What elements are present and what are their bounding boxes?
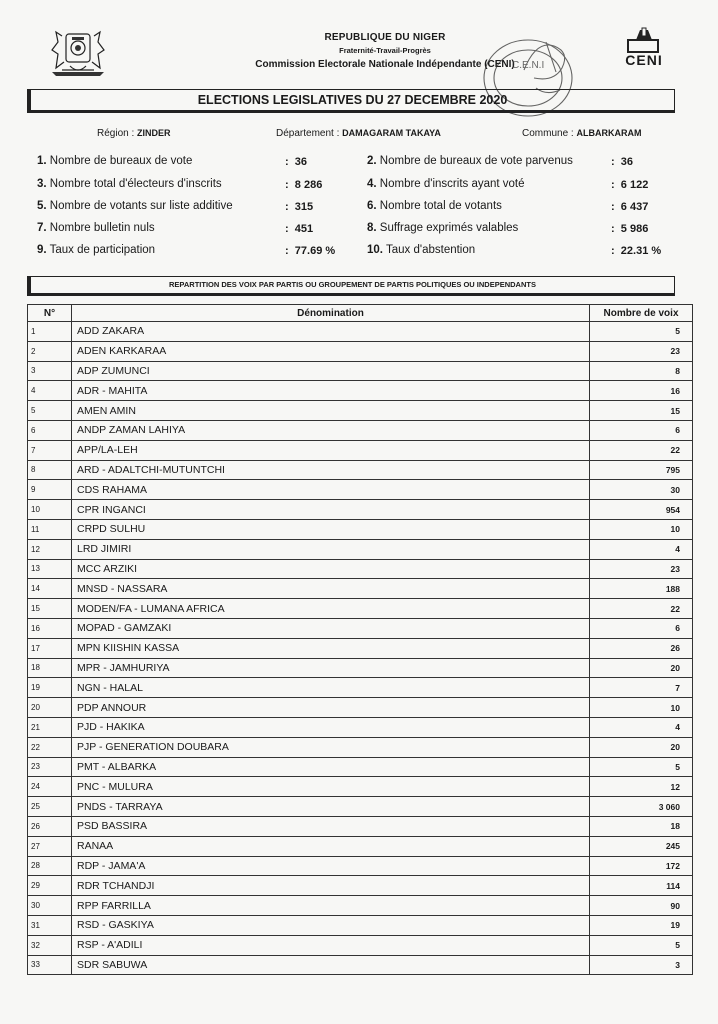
party-name: MODEN/FA - LUMANA AFRICA — [72, 599, 590, 619]
vote-count: 7 — [590, 678, 693, 698]
stat-number: 3. — [37, 178, 47, 190]
party-name: MOPAD - GAMZAKI — [72, 618, 590, 638]
stat-1-value: : 36 — [285, 156, 308, 168]
party-name: ADD ZAKARA — [72, 322, 590, 342]
row-number: 7 — [28, 440, 72, 460]
vote-count: 6 — [590, 420, 693, 440]
vote-count: 90 — [590, 896, 693, 916]
stat-label: Nombre de bureaux de vote — [49, 155, 193, 167]
vote-count: 10 — [590, 698, 693, 718]
stat-10 — [367, 244, 475, 256]
votes-table — [27, 304, 693, 975]
stat-value: 77.69 % — [294, 245, 336, 257]
stat-value: 8 286 — [294, 179, 323, 191]
vote-count: 172 — [590, 856, 693, 876]
vote-count: 23 — [590, 559, 693, 579]
stat-4-value: : 6 122 — [611, 179, 649, 191]
party-name: PMT - ALBARKA — [72, 757, 590, 777]
vote-count: 245 — [590, 836, 693, 856]
party-name: MPN KIISHIN KASSA — [72, 638, 590, 658]
vote-count: 5 — [590, 757, 693, 777]
party-name: CPR INGANCI — [72, 500, 590, 520]
row-number: 20 — [28, 698, 72, 718]
ceni-logo — [614, 26, 674, 74]
region-label: Région : — [97, 128, 135, 139]
vote-count: 12 — [590, 777, 693, 797]
stat-label: Nombre de votants sur liste additive — [49, 200, 233, 212]
table-row — [28, 599, 693, 619]
stat-value: 315 — [294, 201, 314, 213]
vote-count: 4 — [590, 717, 693, 737]
table-row — [28, 381, 693, 401]
table-row — [28, 896, 693, 916]
row-number: 25 — [28, 797, 72, 817]
stat-5 — [37, 200, 233, 212]
party-name: MCC ARZIKI — [72, 559, 590, 579]
table-row — [28, 856, 693, 876]
stat-label: Nombre d'inscrits ayant voté — [379, 178, 525, 190]
row-number: 3 — [28, 361, 72, 381]
row-number: 11 — [28, 519, 72, 539]
stat-number: 2. — [367, 155, 377, 167]
stat-label: Nombre de bureaux de vote parvenus — [379, 155, 573, 167]
row-number: 18 — [28, 658, 72, 678]
party-name: MPR - JAMHURIYA — [72, 658, 590, 678]
row-number: 16 — [28, 618, 72, 638]
row-number: 29 — [28, 876, 72, 896]
row-number: 6 — [28, 420, 72, 440]
stat-3-value: : 8 286 — [285, 179, 323, 191]
table-row — [28, 539, 693, 559]
vote-count: 5 — [590, 935, 693, 955]
stat-2-value: : 36 — [611, 156, 634, 168]
table-row — [28, 836, 693, 856]
table-row — [28, 717, 693, 737]
party-name: RSP - A'ADILI — [72, 935, 590, 955]
table-row — [28, 915, 693, 935]
vote-count: 3 060 — [590, 797, 693, 817]
stat-5-value: : 315 — [285, 201, 314, 213]
stat-8-value: : 5 986 — [611, 223, 649, 235]
table-row — [28, 698, 693, 718]
republic-heading: REPUBLIQUE DU NIGER — [324, 32, 446, 43]
table-row — [28, 757, 693, 777]
stat-1 — [37, 155, 192, 167]
stat-label: Nombre total d'électeurs d'inscrits — [49, 178, 222, 190]
vote-count: 30 — [590, 480, 693, 500]
table-row — [28, 420, 693, 440]
stat-label: Taux d'abstention — [386, 244, 476, 256]
row-number: 21 — [28, 717, 72, 737]
commission-name: Commission Electorale Nationale Indépendante (CENI) — [255, 59, 515, 70]
region-value: ZINDER — [137, 128, 171, 138]
vote-count: 8 — [590, 361, 693, 381]
stat-label: Suffrage exprimés valables — [379, 222, 519, 234]
vote-count: 16 — [590, 381, 693, 401]
vote-count: 23 — [590, 341, 693, 361]
vote-count: 15 — [590, 401, 693, 421]
vote-count: 19 — [590, 915, 693, 935]
departement-label: Département : — [276, 128, 340, 139]
party-name: RDR TCHANDJI — [72, 876, 590, 896]
table-row — [28, 935, 693, 955]
region-field — [97, 128, 171, 139]
vote-count: 795 — [590, 460, 693, 480]
vote-count: 3 — [590, 955, 693, 975]
party-name: RANAA — [72, 836, 590, 856]
row-number: 32 — [28, 935, 72, 955]
row-number: 26 — [28, 816, 72, 836]
stat-number: 7. — [37, 222, 47, 234]
party-name: PSD BASSIRA — [72, 816, 590, 836]
stamp-label: C.E.N.I — [512, 60, 545, 71]
party-name: PJD - HAKIKA — [72, 717, 590, 737]
stat-number: 9. — [37, 244, 47, 256]
table-row — [28, 777, 693, 797]
row-number: 10 — [28, 500, 72, 520]
vote-count: 22 — [590, 440, 693, 460]
ballot-box-icon — [614, 26, 674, 54]
stat-label: Taux de participation — [49, 244, 156, 256]
stat-8 — [367, 222, 518, 234]
party-name: ADEN KARKARAA — [72, 341, 590, 361]
stat-9-value: : 77.69 % — [285, 245, 336, 257]
stat-6-value: : 6 437 — [611, 201, 649, 213]
table-header-row — [28, 305, 693, 322]
table-row — [28, 440, 693, 460]
commune-field — [522, 128, 641, 139]
party-name: CDS RAHAMA — [72, 480, 590, 500]
party-name: PJP - GENERATION DOUBARA — [72, 737, 590, 757]
repartition-title: REPARTITION DES VOIX PAR PARTIS OU GROUPEMENT DE PARTIS POLITIQUES OU INDEPENDANTS — [27, 276, 675, 296]
row-number: 12 — [28, 539, 72, 559]
election-title: ELECTIONS LEGISLATIVES DU 27 DECEMBRE 2020 — [27, 89, 675, 113]
stat-6 — [367, 200, 502, 212]
stat-2 — [367, 155, 573, 167]
vote-count: 5 — [590, 322, 693, 342]
row-number: 17 — [28, 638, 72, 658]
stat-number: 6. — [367, 200, 377, 212]
table-row — [28, 579, 693, 599]
column-header-number: N° — [28, 305, 72, 322]
column-header-denomination: Dénomination — [72, 305, 590, 322]
party-name: RDP - JAMA'A — [72, 856, 590, 876]
party-name: PNDS - TARRAYA — [72, 797, 590, 817]
row-number: 15 — [28, 599, 72, 619]
row-number: 33 — [28, 955, 72, 975]
stat-value: 36 — [294, 156, 308, 168]
row-number: 30 — [28, 896, 72, 916]
departement-field — [276, 128, 441, 139]
vote-count: 114 — [590, 876, 693, 896]
stat-number: 4. — [367, 178, 377, 190]
party-name: CRPD SULHU — [72, 519, 590, 539]
vote-count: 18 — [590, 816, 693, 836]
row-number: 5 — [28, 401, 72, 421]
table-row — [28, 322, 693, 342]
party-name: PDP ANNOUR — [72, 698, 590, 718]
party-name: LRD JIMIRI — [72, 539, 590, 559]
stat-9 — [37, 244, 155, 256]
row-number: 28 — [28, 856, 72, 876]
stat-label: Nombre bulletin nuls — [49, 222, 155, 234]
stat-number: 8. — [367, 222, 377, 234]
table-row — [28, 480, 693, 500]
party-name: RSD - GASKIYA — [72, 915, 590, 935]
vote-count: 6 — [590, 618, 693, 638]
row-number: 24 — [28, 777, 72, 797]
party-name: APP/LA-LEH — [72, 440, 590, 460]
row-number: 27 — [28, 836, 72, 856]
vote-count: 20 — [590, 658, 693, 678]
row-number: 4 — [28, 381, 72, 401]
vote-count: 188 — [590, 579, 693, 599]
stat-number: 5. — [37, 200, 47, 212]
vote-count: 22 — [590, 599, 693, 619]
table-row — [28, 401, 693, 421]
row-number: 31 — [28, 915, 72, 935]
votes-table-body — [28, 322, 693, 975]
stat-value: 5 986 — [620, 223, 649, 235]
table-row — [28, 519, 693, 539]
departement-value: DAMAGARAM TAKAYA — [342, 128, 441, 138]
table-row — [28, 618, 693, 638]
table-row — [28, 341, 693, 361]
table-row — [28, 460, 693, 480]
stat-value: 22.31 % — [620, 245, 662, 257]
vote-count: 10 — [590, 519, 693, 539]
commune-value: ALBARKARAM — [576, 128, 642, 138]
party-name: AMEN AMIN — [72, 401, 590, 421]
party-name: ADP ZUMUNCI — [72, 361, 590, 381]
stat-4 — [367, 178, 525, 190]
row-number: 2 — [28, 341, 72, 361]
row-number: 1 — [28, 322, 72, 342]
coat-of-arms-emblem — [48, 28, 108, 78]
table-row — [28, 797, 693, 817]
row-number: 22 — [28, 737, 72, 757]
national-motto: Fraternité-Travail-Progrès — [339, 46, 431, 55]
party-name: NGN - HALAL — [72, 678, 590, 698]
table-row — [28, 816, 693, 836]
stat-number: 10. — [367, 244, 383, 256]
party-name: SDR SABUWA — [72, 955, 590, 975]
row-number: 9 — [28, 480, 72, 500]
table-row — [28, 678, 693, 698]
table-row — [28, 737, 693, 757]
vote-count: 26 — [590, 638, 693, 658]
stat-label: Nombre total de votants — [379, 200, 502, 212]
row-number: 19 — [28, 678, 72, 698]
table-row — [28, 559, 693, 579]
vote-count: 20 — [590, 737, 693, 757]
party-name: ANDP ZAMAN LAHIYA — [72, 420, 590, 440]
table-row — [28, 361, 693, 381]
stat-value: 36 — [620, 156, 634, 168]
vote-count: 4 — [590, 539, 693, 559]
party-name: MNSD - NASSARA — [72, 579, 590, 599]
stat-number: 1. — [37, 155, 47, 167]
stat-value: 451 — [294, 223, 314, 235]
table-row — [28, 876, 693, 896]
column-header-votes: Nombre de voix — [590, 305, 693, 322]
party-name: ARD - ADALTCHI-MUTUNTCHI — [72, 460, 590, 480]
stat-value: 6 122 — [620, 179, 649, 191]
commune-label: Commune : — [522, 128, 574, 139]
row-number: 23 — [28, 757, 72, 777]
stat-value: 6 437 — [620, 201, 649, 213]
stat-7 — [37, 222, 155, 234]
party-name: ADR - MAHITA — [72, 381, 590, 401]
vote-count: 954 — [590, 500, 693, 520]
party-name: PNC - MULURA — [72, 777, 590, 797]
table-row — [28, 500, 693, 520]
table-row — [28, 658, 693, 678]
table-row — [28, 955, 693, 975]
stat-10-value: : 22.31 % — [611, 245, 662, 257]
row-number: 8 — [28, 460, 72, 480]
stat-3 — [37, 178, 222, 190]
row-number: 13 — [28, 559, 72, 579]
stat-7-value: : 451 — [285, 223, 314, 235]
party-name: RPP FARRILLA — [72, 896, 590, 916]
table-row — [28, 638, 693, 658]
ceni-logo-text: CENI — [625, 52, 663, 68]
row-number: 14 — [28, 579, 72, 599]
